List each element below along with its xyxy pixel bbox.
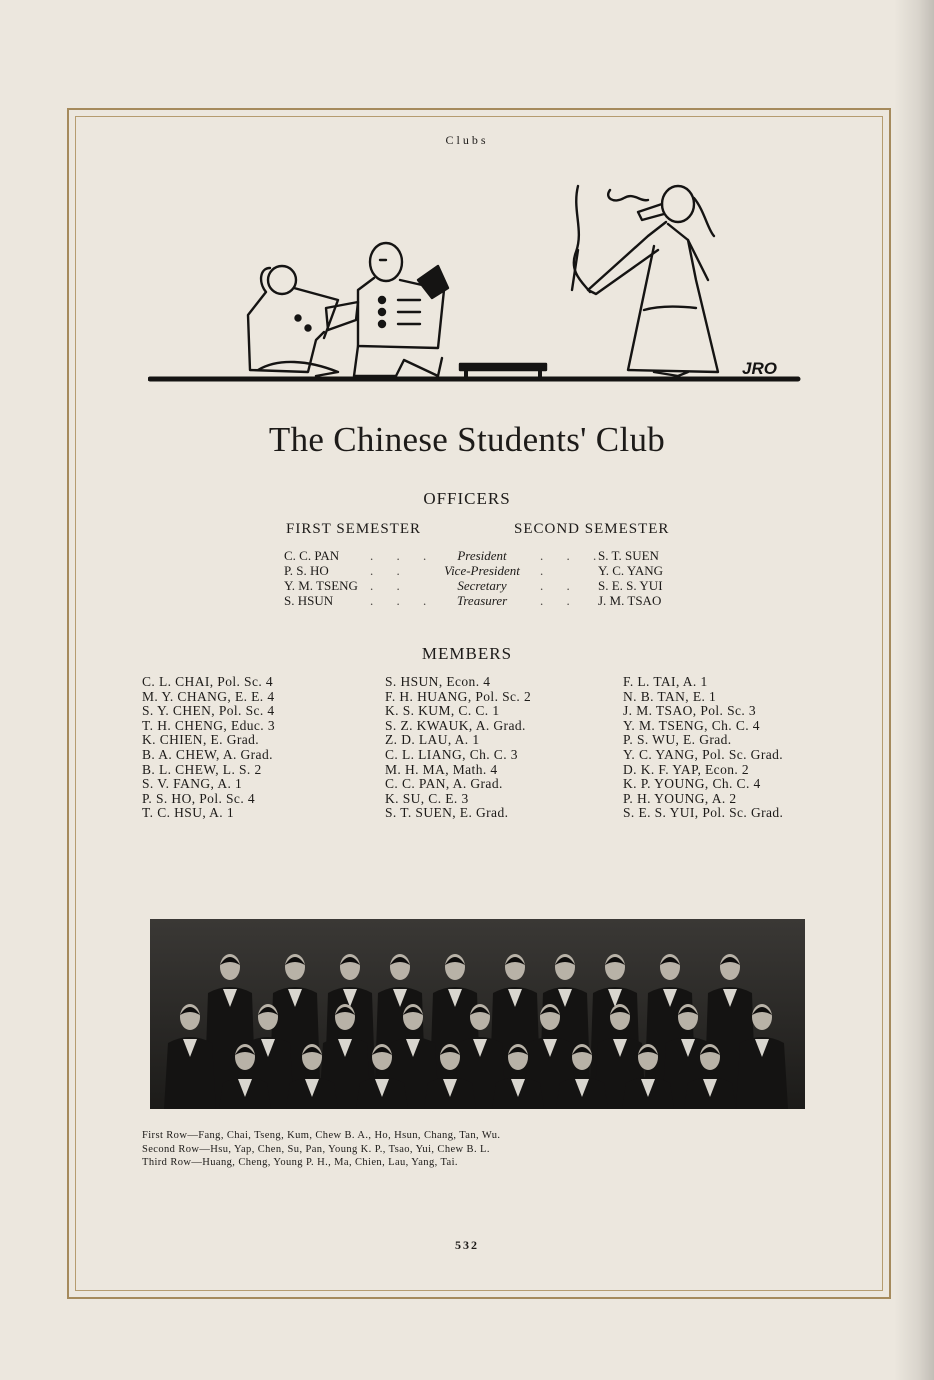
member-entry: S. T. SUEN, E. Grad. <box>385 805 509 821</box>
group-photo-figures <box>150 919 805 1109</box>
members-heading: MEMBERS <box>421 644 513 663</box>
member-entry: S. V. FANG, A. 1 <box>142 776 243 792</box>
caption-second-row: Second Row—Hsu, Yap, Chen, Su, Pan, Young K. P., Tsao, Yui, Chew B. L. <box>142 1143 490 1155</box>
member-entry: S. Y. CHEN, Pol. Sc. 4 <box>142 703 275 719</box>
officer-role: Treasurer <box>456 593 508 608</box>
first-semester-officers <box>284 548 358 608</box>
member-entry: B. L. CHEW, L. S. 2 <box>142 761 262 777</box>
member-entry: K. P. YOUNG, Ch. C. 4 <box>623 776 761 792</box>
caption-first-row: First Row—Fang, Chai, Tseng, Kum, Chew B. A., Ho, Hsun, Chang, Tan, Wu. <box>142 1130 501 1141</box>
second-semester-label: SECOND SEMESTER <box>514 521 670 537</box>
officer-name: J. M. TSAO <box>598 593 662 608</box>
member-entry: Z. D. LAU, A. 1 <box>385 732 480 748</box>
leader-dots-right: . . . . . . . . <box>540 548 607 608</box>
member-entry: C. L. CHAI, Pol. Sc. 4 <box>142 674 274 689</box>
officer-name: P. S. HO <box>284 563 329 578</box>
member-entry: M. Y. CHANG, E. E. 4 <box>142 688 275 704</box>
running-head: Clubs <box>445 133 489 147</box>
member-entry: K. SU, C. E. 3 <box>385 790 469 806</box>
member-entry: P. S. HO, Pol. Sc. 4 <box>142 790 256 806</box>
binding-shadow <box>894 0 934 1380</box>
member-entry: T. H. CHENG, Educ. 3 <box>142 717 275 733</box>
member-entry: F. L. TAI, A. 1 <box>623 674 708 689</box>
member-entry: C. L. LIANG, Ch. C. 3 <box>385 746 518 762</box>
officer-name: S. T. SUEN <box>598 548 659 563</box>
officer-role: Secretary <box>457 578 507 593</box>
members-column-3 <box>623 675 783 821</box>
member-entry: F. H. HUANG, Pol. Sc. 2 <box>385 688 532 704</box>
artist-signature: JRO <box>742 359 777 378</box>
member-entry: Y. M. TSENG, Ch. C. 4 <box>623 717 760 733</box>
officer-name: S. E. S. YUI <box>598 578 663 593</box>
members-column-1 <box>142 675 275 821</box>
ink-sketch-illustration <box>148 180 808 390</box>
member-entry: Y. C. YANG, Pol. Sc. Grad. <box>623 746 784 762</box>
member-entry: P. H. YOUNG, A. 2 <box>623 790 737 806</box>
member-entry: K. S. KUM, C. C. 1 <box>385 703 500 719</box>
member-entry: P. S. WU, E. Grad. <box>623 732 732 748</box>
member-entry: S. HSUN, Econ. 4 <box>385 674 491 689</box>
member-entry: S. E. S. YUI, Pol. Sc. Grad. <box>623 805 784 821</box>
first-semester-label: FIRST SEMESTER <box>286 521 422 537</box>
member-entry: M. H. MA, Math. 4 <box>385 761 498 777</box>
officer-role: Vice-President <box>444 563 520 578</box>
officer-role: President <box>457 548 507 563</box>
member-entry: B. A. CHEW, A. Grad. <box>142 746 273 762</box>
member-entry: S. Z. KWAUK, A. Grad. <box>385 717 526 733</box>
page-number: 532 <box>455 1238 479 1252</box>
caption-third-row: Third Row—Huang, Cheng, Young P. H., Ma, Chien, Lau, Yang, Tai. <box>142 1157 458 1168</box>
member-entry: K. CHIEN, E. Grad. <box>142 732 260 748</box>
second-semester-officers <box>598 548 663 608</box>
officer-name: S. HSUN <box>284 593 334 608</box>
member-entry: C. C. PAN, A. Grad. <box>385 776 503 792</box>
group-photograph <box>150 919 805 1109</box>
officer-roles <box>432 548 532 608</box>
club-title: The Chinese Students' Club <box>268 420 666 459</box>
officer-name: C. C. PAN <box>284 548 340 563</box>
member-entry: J. M. TSAO, Pol. Sc. 3 <box>623 703 757 719</box>
member-entry: T. C. HSU, A. 1 <box>142 805 235 821</box>
member-entry: N. B. TAN, E. 1 <box>623 688 717 704</box>
officers-heading: OFFICERS <box>423 489 511 508</box>
members-column-2 <box>385 675 531 821</box>
photo-captions <box>142 1129 500 1170</box>
leader-dots-left: . . . . . . . . . . <box>370 548 437 608</box>
member-entry: D. K. F. YAP, Econ. 2 <box>623 761 750 777</box>
officer-name: Y. C. YANG <box>598 563 664 578</box>
officer-name: Y. M. TSENG <box>284 578 358 593</box>
